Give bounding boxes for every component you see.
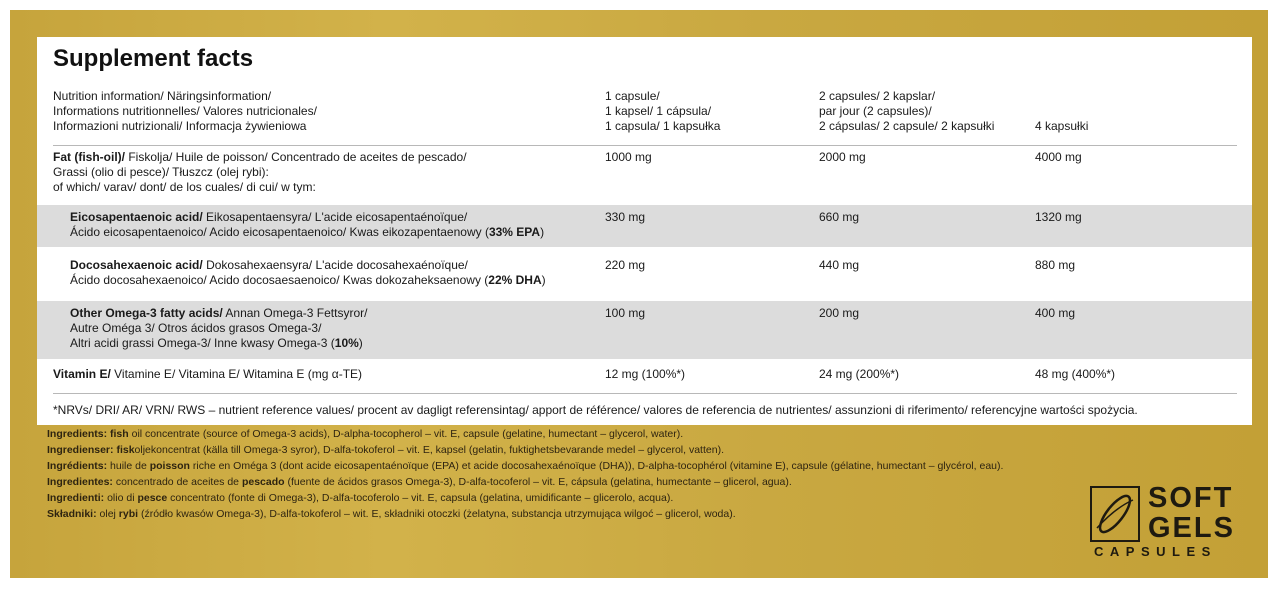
ingredients-list [47,426,1047,522]
row-value-2: 200 mg [819,306,860,320]
row-value-1: 330 mg [605,210,646,224]
divider [53,145,1237,146]
ingredients-line-fr: Ingrédients: huile de poisson riche en Oméga 3 (dont acide eicosapentaénoïque (EPA) et acide docosahexaénoïque (DHA)), D-alpha-tocophérol (vitamine E), capsule (gélatine, humectant – glycérol, eau). [47,460,1004,472]
table-row-epa [37,205,1252,247]
product-label [10,10,1268,578]
row-value-4: 4000 mg [1035,150,1082,164]
header-label: Nutrition information/ Näringsinformation/ Informations nutritionnelles/ Valores nutricionales/ Informazioni nutrizionali/ Informacja żywieniowa [53,89,317,133]
header-col-4-capsules: 4 kapsułki [1035,119,1089,133]
header-col-2-capsules: 2 capsules/ 2 kapslar/ par jour (2 capsules)/ 2 cápsulas/ 2 capsule/ 2 kapsułki [819,89,995,133]
ingredients-line-it: Ingredienti: olio di pesce concentrato (fonte di Omega-3), D-alfa-tocoferolo – vit. E, capsula (gelatina, umidificante – glicerolo, acqua). [47,492,674,504]
table-header-row [37,89,1252,141]
row-value-4: 400 mg [1035,306,1076,320]
row-value-4: 880 mg [1035,258,1076,272]
ingredients-line-sv: Ingredienser: fiskoljekoncentrat (källa till Omega-3 syror), D-alfa-tokoferol – vit. E, kapsel (gelatin, fuktighetsbevarande medel – glycerol, vatten). [47,444,724,456]
capsule-icon [1090,486,1140,542]
row-label: Docosahexaenoic acid/ Dokosahexaensyra/ L'acide docosahexaénoïque/ Ácido docosahexaenoico/ Acido docosaesaenoico/ Kwas dokozaheksaenowy (22% DHA) [70,258,546,287]
row-label: Other Omega-3 fatty acids/ Annan Omega-3 Fettsyror/ Autre Oméga 3/ Otros ácidos grasos Omega-3/ Altri acidi grassi Omega-3/ Inne kwasy Omega-3 (10%) [70,306,368,350]
supplement-facts-panel [37,37,1252,425]
row-value-2: 660 mg [819,210,860,224]
row-value-1: 1000 mg [605,150,652,164]
ingredients-line-pl: Składniki: olej rybi (źródło kwasów Omega-3), D-alfa-tokoferol – wit. E, składniki otoczki (żelatyna, substancja utrzymująca wilgoć – glicerol, woda). [47,508,736,520]
row-value-4: 48 mg (400%*) [1035,367,1116,381]
ingredients-line-es: Ingredientes: concentrado de aceites de pescado (fuente de ácidos grasos Omega-3), D-alfa-tocoferol – vit. E, cápsula (gelatina, humectante – glicerol, agua). [47,476,792,488]
footnote: *NRVs/ DRI/ AR/ VRN/ RWS – nutrient reference values/ procent av dagligt referensintag/ apport de référence/ valores de referencia de nutrientes/ assunzioni di riferimento/ referencyjne wartości spożycia. [53,403,1138,417]
header-col-1-capsule: 1 capsule/ 1 kapsel/ 1 cápsula/ 1 capsula/ 1 kapsułka [605,89,721,133]
row-label: Fat (fish-oil)/ Fiskolja/ Huile de poisson/ Concentrado de aceites de pescado/ Grassi (olio di pesce)/ Tłuszcz (olej rybi): of which/ varav/ dont/ de los cuales/ di cui/ w tym: [53,150,467,194]
table-row-dha [37,253,1252,295]
row-value-2: 2000 mg [819,150,866,164]
ingredients-line-en: Ingredients: fish oil concentrate (source of Omega-3 acids), D-alpha-tocopherol – vit. E, capsule (gelatine, humectant – glycerol, water). [47,428,684,440]
divider [53,393,1237,394]
row-value-4: 1320 mg [1035,210,1082,224]
row-label: Vitamin E/ Vitamine E/ Vitamina E/ Witamina E (mg α-TE) [53,367,363,381]
logo-text-gels: GELS [1148,512,1235,544]
page-title: Supplement facts [53,45,254,72]
softgels-logo [1090,482,1260,562]
table-row-vitamin-e [37,367,1252,389]
row-value-2: 24 mg (200%*) [819,367,900,381]
row-label: Eicosapentaenoic acid/ Eikosapentaensyra/ L'acide eicosapentaénoïque/ Ácido eicosapentaenoico/ Acido eicosapentaenoico/ Kwas eikozapentaenowy (33% EPA) [70,210,545,239]
table-row-other-omega-3 [37,301,1252,359]
row-value-2: 440 mg [819,258,860,272]
table-row-fat [37,150,1252,200]
logo-text-soft: SOFT [1148,482,1234,514]
row-value-1: 12 mg (100%*) [605,367,686,381]
row-value-1: 220 mg [605,258,646,272]
row-value-1: 100 mg [605,306,646,320]
logo-text-capsules: CAPSULES [1094,544,1217,559]
